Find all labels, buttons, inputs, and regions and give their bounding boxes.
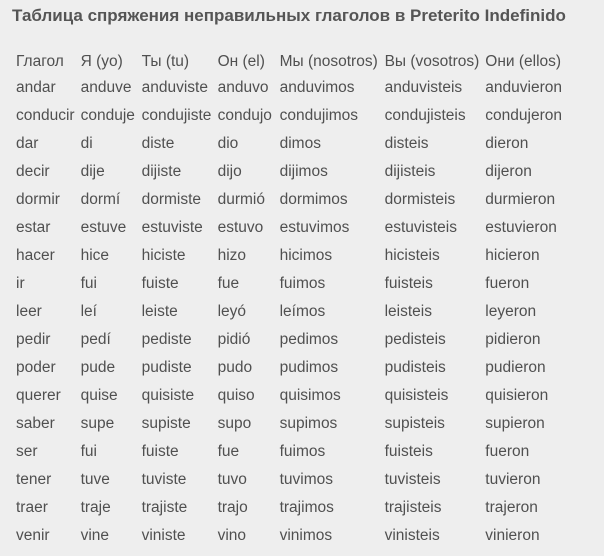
cell-ellos: trajeron bbox=[485, 499, 538, 516]
cell-el: durmió bbox=[217, 191, 265, 208]
cell-vosotros: trajisteis bbox=[384, 499, 442, 516]
cell-yo: leí bbox=[80, 303, 97, 320]
cell-el: pudo bbox=[217, 359, 253, 376]
table-row bbox=[10, 214, 591, 242]
cell-el: vino bbox=[217, 527, 247, 544]
cell-tu: fuiste bbox=[141, 443, 179, 460]
cell-ellos: pudieron bbox=[485, 359, 546, 376]
cell-vosotros: tuvisteis bbox=[384, 471, 441, 488]
cell-vosotros: fuisteis bbox=[384, 275, 433, 292]
table-row bbox=[10, 186, 591, 214]
cell-el: hizo bbox=[217, 247, 247, 264]
header-el: Он (el) bbox=[217, 53, 265, 70]
cell-nosotros: supimos bbox=[279, 415, 338, 432]
cell-yo: dije bbox=[80, 163, 105, 180]
cell-el: anduvo bbox=[217, 79, 269, 96]
cell-tu: leiste bbox=[141, 303, 178, 320]
cell-vosotros: condujisteis bbox=[384, 107, 466, 124]
cell-ellos: quisieron bbox=[485, 387, 549, 404]
cell-ellos: hicieron bbox=[485, 247, 540, 264]
cell-tu: condujiste bbox=[141, 107, 212, 124]
cell-ellos: dijeron bbox=[485, 163, 532, 180]
header-tu: Ты (tu) bbox=[141, 53, 190, 70]
cell-yo: anduve bbox=[80, 79, 132, 96]
cell-yo: traje bbox=[80, 499, 111, 516]
cell-ellos: tuvieron bbox=[485, 471, 541, 488]
cell-ellos: durmieron bbox=[485, 191, 556, 208]
cell-ellos: estuvieron bbox=[485, 219, 557, 236]
cell-yo: tuve bbox=[80, 471, 110, 488]
cell-el: dio bbox=[217, 135, 239, 152]
cell-verb: poder bbox=[16, 359, 56, 376]
cell-nosotros: quisimos bbox=[279, 387, 341, 404]
cell-nosotros: fuimos bbox=[279, 275, 326, 292]
cell-tu: dijiste bbox=[141, 163, 182, 180]
cell-tu: pediste bbox=[141, 331, 192, 348]
cell-vosotros: leisteis bbox=[384, 303, 432, 320]
cell-vosotros: vinisteis bbox=[384, 527, 440, 544]
cell-tu: quisiste bbox=[141, 387, 195, 404]
table-row bbox=[10, 410, 591, 438]
cell-el: leyó bbox=[217, 303, 247, 320]
cell-yo: dormí bbox=[80, 191, 121, 208]
cell-verb: querer bbox=[16, 387, 61, 404]
table-row bbox=[10, 354, 591, 382]
table-row bbox=[10, 438, 591, 466]
cell-ellos: pidieron bbox=[485, 331, 541, 348]
cell-tu: diste bbox=[141, 135, 175, 152]
cell-el: trajo bbox=[217, 499, 248, 516]
cell-yo: quise bbox=[80, 387, 118, 404]
table-row bbox=[10, 326, 591, 354]
conjugation-table bbox=[10, 49, 591, 550]
cell-yo: pedí bbox=[80, 331, 111, 348]
cell-nosotros: dormimos bbox=[279, 191, 348, 208]
cell-tu: anduviste bbox=[141, 79, 208, 96]
cell-nosotros: trajimos bbox=[279, 499, 334, 516]
cell-nosotros: anduvimos bbox=[279, 79, 355, 96]
cell-tu: tuviste bbox=[141, 471, 187, 488]
cell-vosotros: pedisteis bbox=[384, 331, 446, 348]
cell-verb: leer bbox=[16, 303, 42, 320]
cell-tu: supiste bbox=[141, 415, 191, 432]
cell-yo: fui bbox=[80, 443, 97, 460]
cell-verb: andar bbox=[16, 79, 56, 96]
cell-el: pidió bbox=[217, 331, 251, 348]
cell-yo: fui bbox=[80, 275, 97, 292]
cell-vosotros: estuvisteis bbox=[384, 219, 457, 236]
table-row bbox=[10, 382, 591, 410]
cell-tu: trajiste bbox=[141, 499, 188, 516]
cell-nosotros: condujimos bbox=[279, 107, 358, 124]
cell-nosotros: vinimos bbox=[279, 527, 333, 544]
cell-verb: saber bbox=[16, 415, 55, 432]
cell-nosotros: tuvimos bbox=[279, 471, 333, 488]
cell-tu: viniste bbox=[141, 527, 186, 544]
cell-vosotros: quisisteis bbox=[384, 387, 449, 404]
cell-el: estuvo bbox=[217, 219, 264, 236]
cell-verb: estar bbox=[16, 219, 51, 236]
cell-tu: fuiste bbox=[141, 275, 179, 292]
header-yo: Я (yo) bbox=[80, 53, 123, 70]
cell-vosotros: disteis bbox=[384, 135, 429, 152]
cell-yo: vine bbox=[80, 527, 110, 544]
cell-vosotros: anduvisteis bbox=[384, 79, 463, 96]
cell-yo: pude bbox=[80, 359, 116, 376]
table-row bbox=[10, 494, 591, 522]
cell-yo: supe bbox=[80, 415, 115, 432]
cell-verb: decir bbox=[16, 163, 50, 180]
cell-el: quiso bbox=[217, 387, 255, 404]
cell-el: supo bbox=[217, 415, 252, 432]
cell-nosotros: pudimos bbox=[279, 359, 339, 376]
page-title: Таблица спряжения неправильных глаголов в Preterito Indefinido bbox=[12, 6, 566, 25]
cell-verb: tener bbox=[16, 471, 52, 488]
cell-vosotros: dormisteis bbox=[384, 191, 456, 208]
cell-verb: traer bbox=[16, 499, 48, 516]
cell-verb: ir bbox=[16, 275, 25, 292]
cell-verb: conducir bbox=[16, 107, 75, 124]
cell-vosotros: dijisteis bbox=[384, 163, 436, 180]
cell-ellos: dieron bbox=[485, 135, 529, 152]
cell-tu: pudiste bbox=[141, 359, 192, 376]
table-row bbox=[10, 466, 591, 494]
table-row bbox=[10, 102, 591, 130]
cell-tu: hiciste bbox=[141, 247, 186, 264]
cell-nosotros: fuimos bbox=[279, 443, 326, 460]
cell-vosotros: supisteis bbox=[384, 415, 445, 432]
header-verb: Глагол bbox=[16, 53, 64, 70]
cell-tu: dormiste bbox=[141, 191, 202, 208]
cell-yo: di bbox=[80, 135, 93, 152]
table-row bbox=[10, 74, 591, 102]
cell-nosotros: pedimos bbox=[279, 331, 339, 348]
cell-el: dijo bbox=[217, 163, 242, 180]
cell-nosotros: estuvimos bbox=[279, 219, 350, 236]
cell-nosotros: dijimos bbox=[279, 163, 328, 180]
header-ellos: Они (ellos) bbox=[485, 53, 562, 70]
cell-tu: estuviste bbox=[141, 219, 203, 236]
cell-ellos: vinieron bbox=[485, 527, 540, 544]
header-nosotros: Мы (nosotros) bbox=[279, 53, 378, 70]
cell-verb: venir bbox=[16, 527, 50, 544]
header-vosotros: Вы (vosotros) bbox=[384, 53, 480, 70]
cell-ellos: supieron bbox=[485, 415, 545, 432]
cell-ellos: anduvieron bbox=[485, 79, 562, 96]
table-body bbox=[10, 74, 591, 550]
cell-vosotros: fuisteis bbox=[384, 443, 433, 460]
cell-verb: hacer bbox=[16, 247, 55, 264]
cell-el: fue bbox=[217, 443, 240, 460]
cell-nosotros: dimos bbox=[279, 135, 321, 152]
cell-ellos: leyeron bbox=[485, 303, 537, 320]
cell-verb: pedir bbox=[16, 331, 51, 348]
table-row bbox=[10, 130, 591, 158]
cell-vosotros: hicisteis bbox=[384, 247, 440, 264]
cell-yo: estuve bbox=[80, 219, 127, 236]
table-row bbox=[10, 522, 591, 550]
cell-nosotros: leímos bbox=[279, 303, 326, 320]
table-row bbox=[10, 158, 591, 186]
cell-el: condujo bbox=[217, 107, 272, 124]
cell-ellos: condujeron bbox=[485, 107, 562, 124]
table-header-row bbox=[10, 49, 591, 74]
cell-ellos: fueron bbox=[485, 275, 530, 292]
cell-yo: hice bbox=[80, 247, 110, 264]
cell-verb: dar bbox=[16, 135, 39, 152]
table-row bbox=[10, 298, 591, 326]
cell-el: fue bbox=[217, 275, 240, 292]
cell-ellos: fueron bbox=[485, 443, 530, 460]
cell-el: tuvo bbox=[217, 471, 247, 488]
cell-nosotros: hicimos bbox=[279, 247, 333, 264]
cell-vosotros: pudisteis bbox=[384, 359, 446, 376]
table-row bbox=[10, 270, 591, 298]
cell-yo: conduje bbox=[80, 107, 135, 124]
cell-verb: ser bbox=[16, 443, 38, 460]
table-row bbox=[10, 242, 591, 270]
cell-verb: dormir bbox=[16, 191, 60, 208]
